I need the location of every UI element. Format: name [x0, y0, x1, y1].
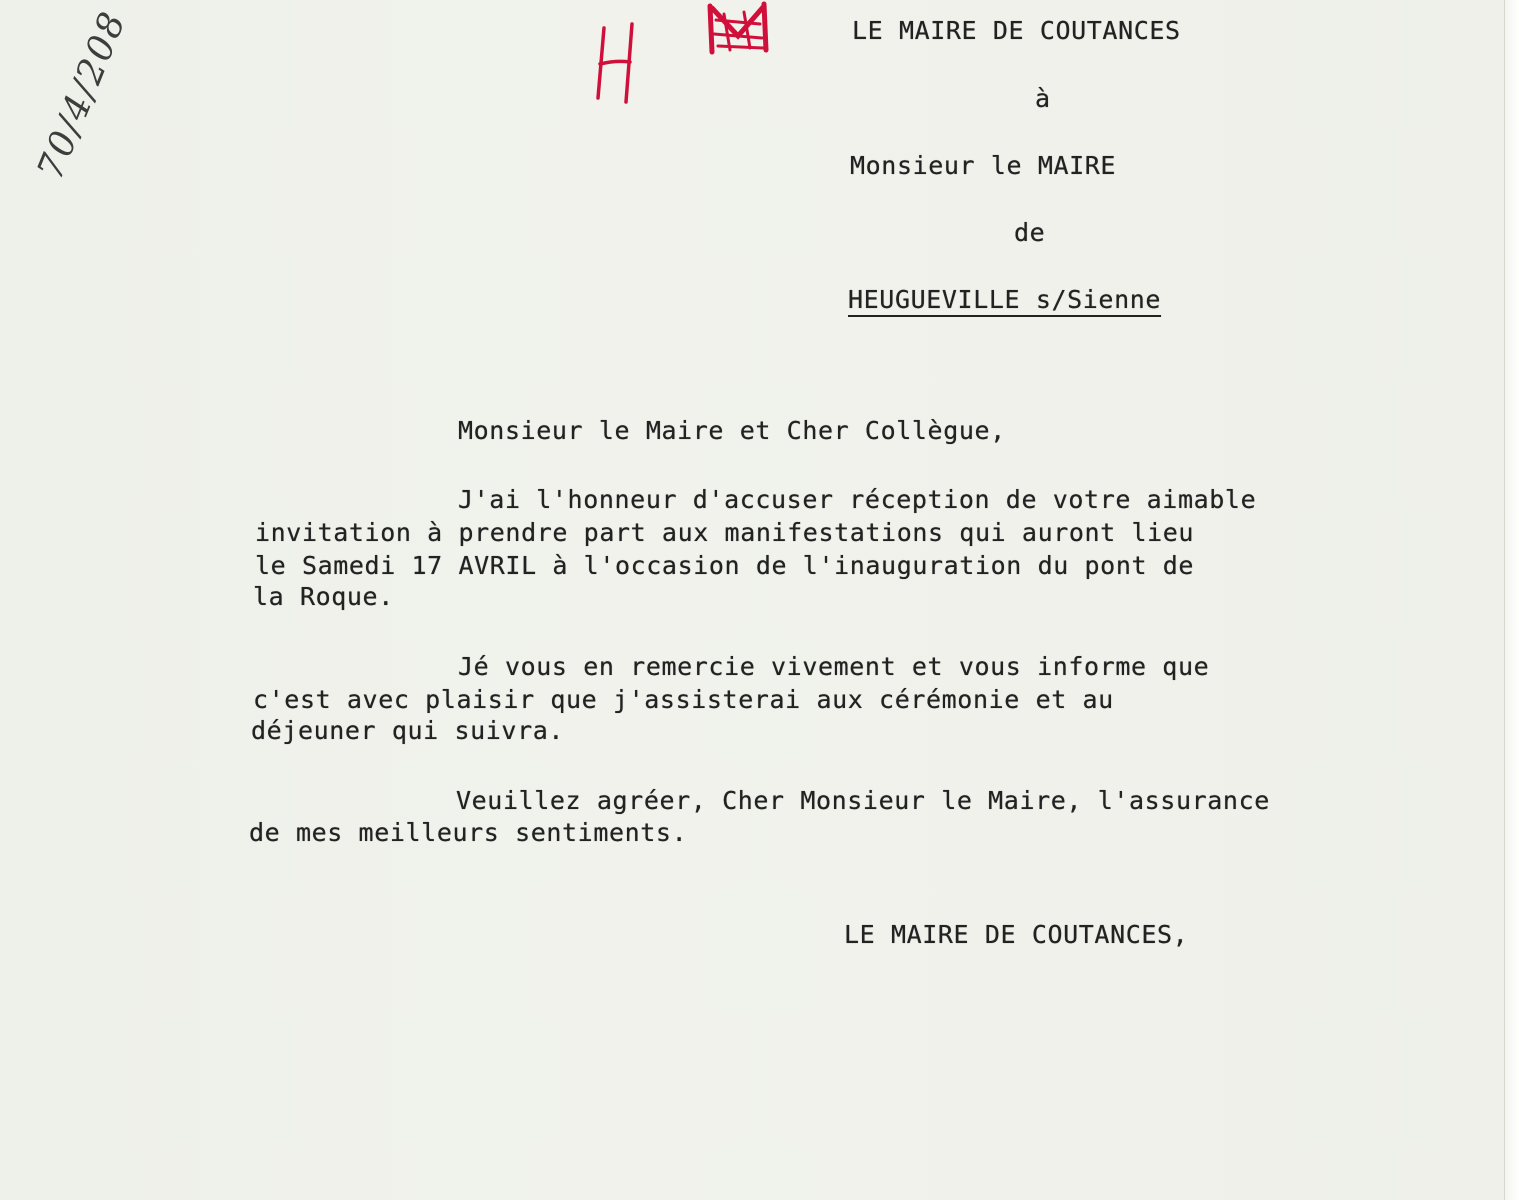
recipient-title: Monsieur le MAIRE: [850, 151, 1117, 180]
sender-heading: LE MAIRE DE COUTANCES: [852, 16, 1181, 45]
paragraph-1-line-3: le Samedi 17 AVRIL à l'occasion de l'inauguration du pont de: [255, 551, 1195, 580]
recipient-town: HEUGUEVILLE s/Sienne: [848, 285, 1162, 314]
handwritten-note-text: 70/4/208: [30, 5, 135, 186]
paragraph-1-line-1: J'ai l'honneur d'accuser réception de votre aimable: [458, 485, 1257, 514]
paragraph-3-line-2: de mes meilleurs sentiments.: [249, 818, 688, 847]
signature: LE MAIRE DE COUTANCES,: [844, 920, 1189, 949]
red-h-mark: [590, 18, 650, 108]
paragraph-3-line-1: Veuillez agréer, Cher Monsieur le Maire, l'assurance: [456, 786, 1270, 815]
red-scribble-mark: [700, 0, 780, 62]
salutation: Monsieur le Maire et Cher Collègue,: [458, 416, 1006, 445]
paragraph-2-line-2: c'est avec plaisir que j'assisterai aux cérémonie et au: [253, 685, 1114, 714]
of-word: de: [1014, 218, 1046, 247]
paper-edge: [1504, 0, 1519, 1200]
to-word: à: [1035, 84, 1051, 113]
paragraph-2-line-1: Jé vous en remercie vivement et vous informe que: [458, 652, 1210, 681]
paragraph-1-line-2: invitation à prendre part aux manifestations qui auront lieu: [255, 518, 1195, 547]
handwritten-note: [30, 5, 135, 186]
paragraph-2-line-3: déjeuner qui suivra.: [251, 716, 565, 745]
paragraph-1-line-4: la Roque.: [253, 582, 394, 611]
